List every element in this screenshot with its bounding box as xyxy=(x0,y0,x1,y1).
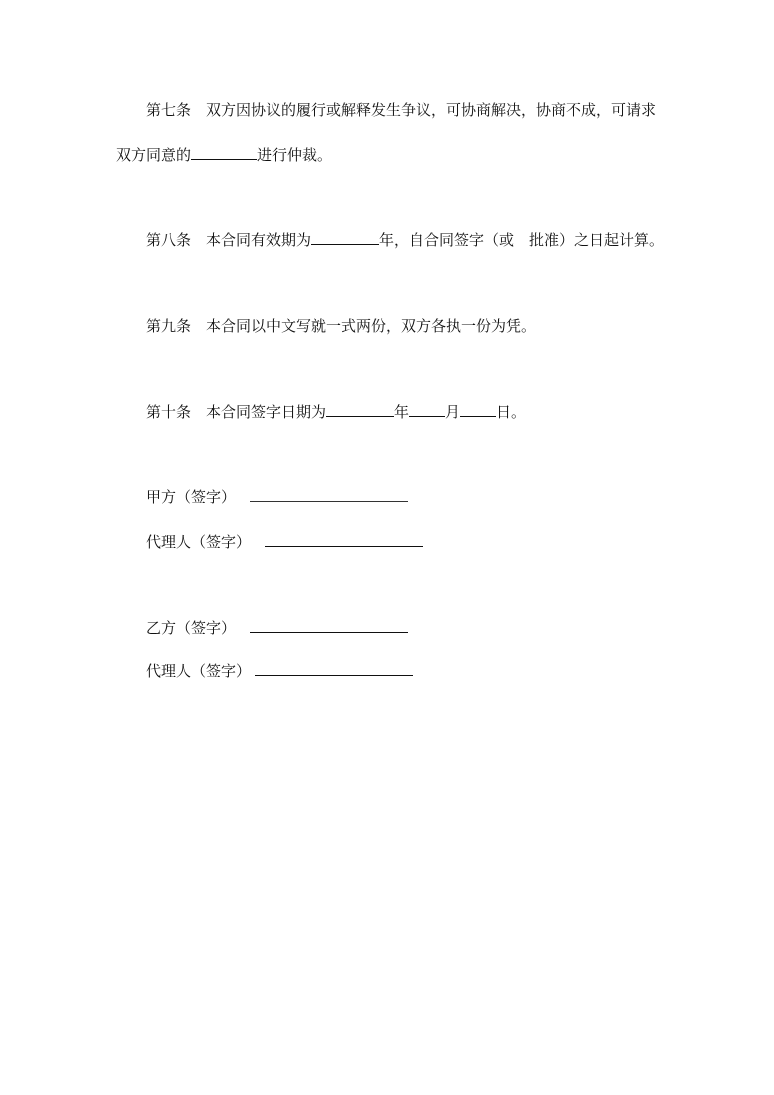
article-7-line-1 xyxy=(146,100,656,120)
agent-b-signature-row xyxy=(146,661,413,681)
party-a-signature-label: 甲方（签字） xyxy=(146,488,237,506)
party-a-signature-line[interactable] xyxy=(250,487,408,502)
article-8 xyxy=(146,230,664,250)
arbitration-body-blank[interactable] xyxy=(191,145,257,160)
article-7-continuation: 双方同意的 xyxy=(116,146,192,164)
agent-b-signature-label: 代理人（签字） xyxy=(146,662,252,680)
article-8-text-start: 第八条 本合同有效期为 xyxy=(146,231,312,249)
sign-day-blank[interactable] xyxy=(460,402,496,417)
sign-month-blank[interactable] xyxy=(409,402,445,417)
agent-b-signature-line[interactable] xyxy=(255,661,413,676)
party-a-signature-row xyxy=(146,487,408,507)
party-b-signature-row xyxy=(146,618,408,638)
article-7-text: 第七条 双方因协议的履行或解释发生争议，可协商解决，协商不成，可请求 xyxy=(146,101,657,119)
article-10 xyxy=(146,402,526,422)
agent-a-signature-label: 代理人（签字） xyxy=(146,533,252,551)
month-label: 月 xyxy=(445,403,461,421)
agent-a-signature-line[interactable] xyxy=(265,532,423,547)
article-7-ending: 进行仲裁。 xyxy=(257,146,333,164)
article-7-line-2 xyxy=(116,145,332,165)
sign-year-blank[interactable] xyxy=(326,402,394,417)
year-label: 年 xyxy=(394,403,410,421)
day-label: 日。 xyxy=(496,403,527,421)
article-8-text-end: 年，自合同签字（或 批准）之日起计算。 xyxy=(379,231,665,249)
article-9 xyxy=(146,316,536,336)
party-b-signature-label: 乙方（签字） xyxy=(146,619,237,637)
validity-years-blank[interactable] xyxy=(311,230,379,245)
article-9-text: 第九条 本合同以中文写就一式两份，双方各执一份为凭。 xyxy=(146,317,537,335)
party-b-signature-line[interactable] xyxy=(250,618,408,633)
agent-a-signature-row xyxy=(146,532,423,552)
article-10-text-start: 第十条 本合同签字日期为 xyxy=(146,403,327,421)
